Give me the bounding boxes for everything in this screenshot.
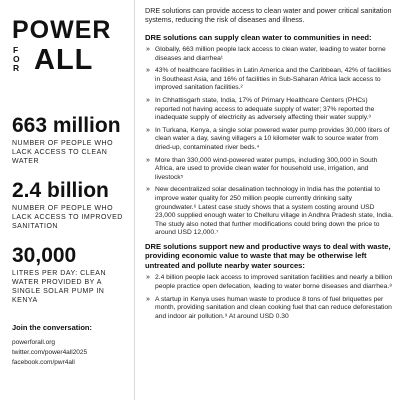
list-item [145, 67, 393, 93]
logo-word-all: ALL [34, 44, 94, 76]
twitter-link[interactable]: twitter.com/power4all2025 [12, 349, 88, 356]
join-conversation [12, 323, 132, 368]
list-item [145, 157, 393, 183]
stat-label: LITRES PER DAY: CLEAN WATER PROVIDED BY A SINGLE SOLAR PUMP IN KENYA [12, 270, 107, 304]
facebook-link[interactable]: facebook.com/pwr4all [12, 359, 75, 366]
stat-label: NUMBER OF PEOPLE WHO LACK ACCESS TO IMPROVED SANITATION [12, 205, 123, 230]
list-item [145, 127, 393, 153]
stat-value: 30,000 [12, 244, 77, 267]
section-title: DRE solutions support new and productive ways to deal with waste, providing economic value to waste that may be otherwise left untreated and pollute nearby water sources: [145, 241, 391, 270]
bullet-icon: » [146, 295, 150, 303]
list-item [145, 274, 393, 291]
right-column [145, 6, 393, 325]
list-item-text: More than 330,000 wind-powered water pumps, including 300,000 in South Africa, are used to provide clean water for household use, irrigation, and livestock⁵ [155, 156, 378, 181]
bullet-icon: » [146, 46, 150, 54]
bullet-icon: » [146, 186, 150, 194]
list-item-text: New decentralized solar desalination technology in India has the potential to improve water quality for 250 million people currently drinking salty groundwater.⁶ Latest case study shows that a system costing around USD 23,000 supplied enough water to Chelluru village in Andhra Pradesh state, India. The study also noted that further modifications could bring down the price to around USD 12,000.⁷ [155, 186, 393, 237]
section-title: DRE solutions can supply clean water to communities in need: [145, 32, 372, 42]
bullet-icon: » [146, 126, 150, 134]
logo-bottom-row [12, 46, 118, 76]
list-item [145, 46, 393, 63]
logo-letter: F [13, 45, 19, 55]
list-item-text: A startup in Kenya uses human waste to produce 8 tons of fuel briquettes per month, providing sanitation and clean cooking fuel that can reduce deforestation and indoor air pollution.⁹ At around USD 0.30 [155, 295, 392, 320]
stat-label: NUMBER OF PEOPLE WHO LACK ACCESS TO CLEAN WATER [12, 140, 114, 165]
bullet-list [145, 274, 393, 321]
list-item [145, 97, 393, 123]
power-for-all-logo [12, 18, 118, 76]
list-item-text: In Turkana, Kenya, a single solar powered water pump provides 30,000 liters of clean water a day, saving villagers a 10 kilometer walk to source water from dried-up, contaminated river beds.⁴ [155, 126, 390, 152]
bullet-icon: » [146, 67, 150, 75]
bullet-icon: » [146, 97, 150, 105]
stat-block [12, 179, 132, 231]
logo-word-for [13, 46, 20, 73]
stat-value: 2.4 billion [12, 179, 109, 202]
intro-paragraph: DRE solutions can provide access to clean water and power critical sanitation systems, reducing the risk of diseases and illness. [145, 6, 392, 25]
logo-letter: R [13, 63, 20, 73]
list-item [145, 296, 393, 322]
left-column [12, 18, 132, 368]
list-item-text: 2.4 billion people lack access to improved sanitation facilities and nearly a billion people practice open defecation, leading to water borne diseases and diarrhea.⁸ [155, 274, 393, 291]
column-divider [134, 0, 135, 400]
bullet-icon: » [146, 156, 150, 164]
logo-word-power: POWER [12, 16, 112, 44]
list-item-text: 43% of healthcare facilities in Latin America and the Caribbean, 42% of facilities in Southeast Asia, and 16% of facilities in Sub-Saharan Africa lack access to improved sanitation facilities.² [155, 67, 392, 92]
stat-block [12, 244, 132, 305]
list-item-text: Globally, 663 million people lack access to clean water, leading to water borne diseases and diarrhea¹ [155, 46, 386, 62]
bullet-list [145, 46, 393, 238]
bullet-icon: » [146, 274, 150, 282]
website-link[interactable]: powerforall.org [12, 339, 55, 346]
stat-value: 663 million [12, 114, 121, 137]
join-title: Join the conversation: [12, 323, 93, 332]
list-item [145, 186, 393, 238]
stat-block [12, 114, 132, 166]
list-item-text: In Chhattisgarh state, India, 17% of Primary Healthcare Centers (PHCs) reported not having access to adequate supply of water; 37% reported the inadequate supply of electricity as adversely affecting their water supply.³ [155, 97, 375, 122]
logo-letter: O [13, 54, 21, 64]
